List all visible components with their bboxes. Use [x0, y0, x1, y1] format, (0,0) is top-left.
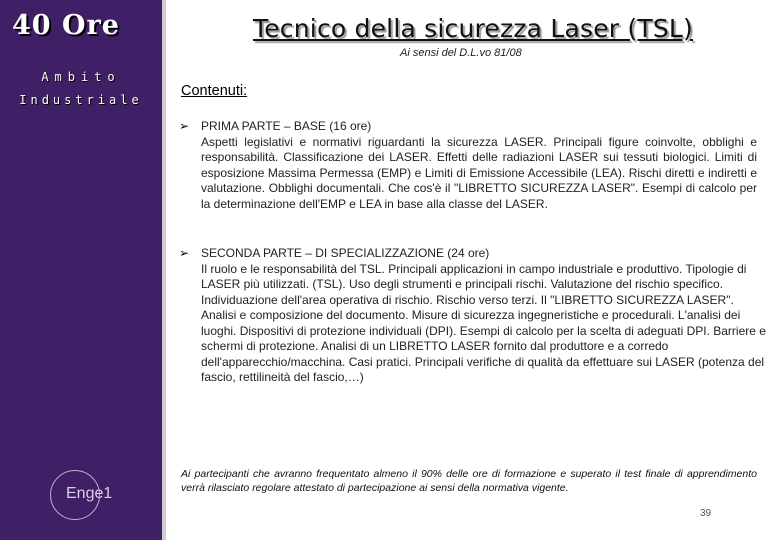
logo-text: Enge1	[66, 485, 113, 502]
scope-line-2: Industriale	[19, 93, 143, 107]
page-subtitle: Ai sensi del D.L.vo 81/08	[400, 47, 522, 59]
sidebar-divider	[162, 0, 166, 540]
arrow-bullet-icon: ➢	[179, 246, 190, 260]
section-heading: PRIMA PARTE – BASE (16 ore)	[201, 119, 372, 133]
page-title: Tecnico della sicurezza Laser (TSL)	[253, 14, 693, 43]
contents-label: Contenuti:	[181, 83, 248, 99]
section-body: Aspetti legislativi e normativi riguardanti la sicurezza LASER. Principali figure coinvolte, obblighi e responsabilità. Classificazione dei LASER. Effetti delle radiazioni LASER sui tessuti biologici. Limiti di esposizione Massima Permessa (EMP) e Limiti di Emissione Accessibile (LEA). Rischi diretti e indiretti e valutazione. Obblighi documentali. Che cos'è il "LIBRETTO SICUREZZA LASER". Esempi di calcolo per la determinazione dell'EMP e LEA in base alla classe del LASER.	[201, 134, 757, 211]
page-number: 39	[700, 508, 712, 519]
course-hours: 40 Ore	[12, 10, 120, 41]
section-base	[179, 119, 757, 212]
company-logo	[50, 470, 130, 520]
sidebar	[0, 0, 162, 540]
section-heading: SECONDA PARTE – DI SPECIALIZZAZIONE (24 ore)	[201, 246, 490, 260]
section-specialization	[179, 246, 766, 386]
footnote: Ai partecipanti che avranno frequentato almeno il 90% delle ore di formazione e superato il test finale di apprendimento verrà rilasciato regolare attestato di partecipazione ai sensi della normativa vigente.	[181, 468, 757, 494]
scope-line-1: Ambito	[41, 70, 121, 84]
arrow-bullet-icon: ➢	[179, 119, 190, 133]
section-body: Il ruolo e le responsabilità del TSL. Principali applicazioni in campo industriale e produttivo. Tipologie di LASER più utilizzati. (TSL). Uso degli strumenti e principali rischi. Valutazione del rischio specifico. Individuazione dell'area operativa di rischio. Rischio verso terzi. Il "LIBRETTO SICUREZZA LASER". Analisi e composizione del documento. Misure di sicurezza ingegneristiche e procedurali. L'analisi dei luoghi. Dispositivi di protezione individuali (DPI). Esempi di calcolo per la scelta di adeguati DPI. Barriere e schermi di protezione. Analisi di un LIBRETTO LASER fornito dal produttore e a corredo dell'apparecchio/macchina. Casi pratici. Principali verifiche di qualità da effettuare sui LASER (potenza del fascio, rettilineità del fascio,…)	[201, 261, 766, 384]
